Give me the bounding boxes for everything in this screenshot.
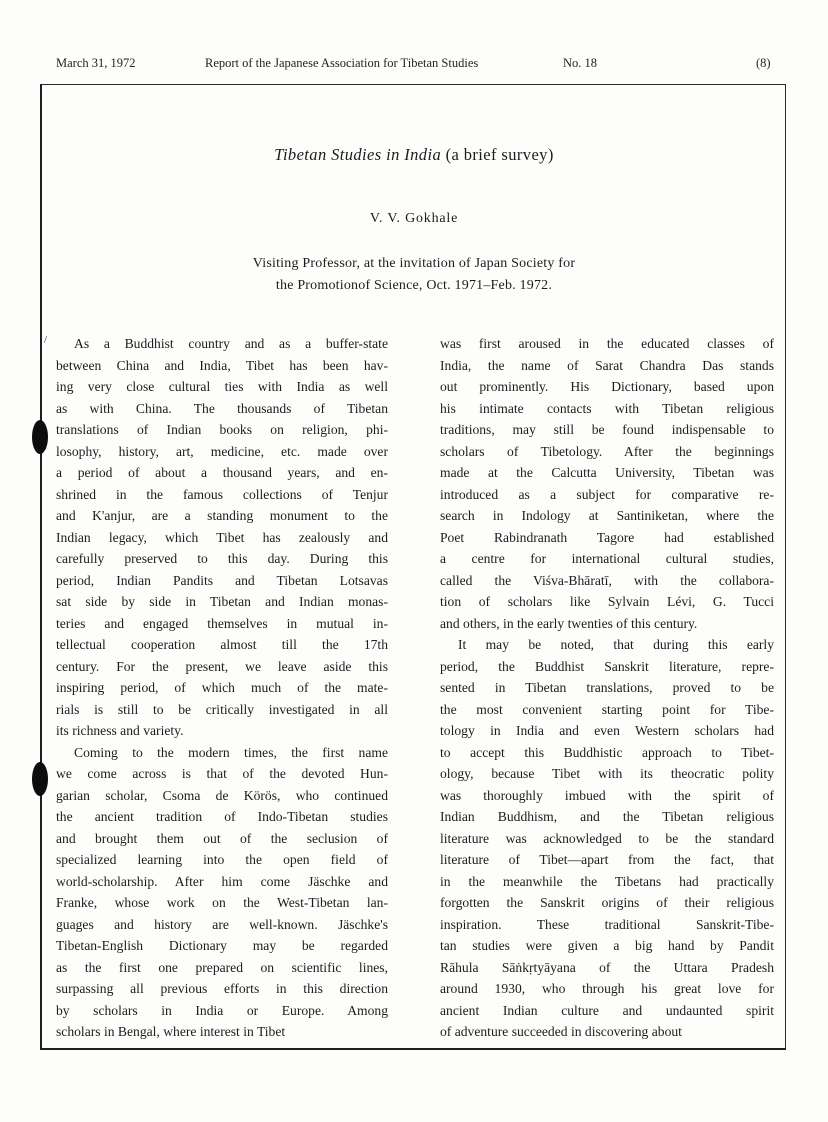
- text-line: of adventure succeeded in discovering about: [440, 1024, 682, 1039]
- issue-number: No. 18: [563, 56, 598, 70]
- text-line: the ancient tradition of Indo-Tibetan studies: [56, 809, 388, 824]
- text-line: by scholars in India or Europe. Among: [56, 1002, 388, 1018]
- text-line: rials is still to be critically investigated in all: [56, 701, 388, 717]
- text-line: scholars of Tibetology. After the beginnings: [440, 443, 774, 459]
- text-line: as with China. The thousands of Tibetan: [56, 400, 388, 416]
- text-line: Tibetan-English Dictionary may be regarded: [56, 938, 388, 953]
- binding-hole-bottom: [32, 762, 48, 796]
- author-name: V. V. Gokhale: [369, 211, 459, 226]
- text-line: As a Buddhist country and as a buffer-state: [74, 336, 388, 351]
- text-line: as the first one prepared on scientific lines,: [56, 959, 388, 975]
- text-line: made at the Calcutta University, Tibetan was: [440, 465, 774, 480]
- text-line: period, Indian Pandits and Tibetan Lotsavas: [56, 572, 388, 588]
- text-line: teries and engaged themselves in mutual in-: [56, 615, 388, 631]
- text-line: sat side by side in Tibetan and Indian monas-: [56, 594, 388, 609]
- text-line: a centre for international cultural studies,: [440, 551, 774, 566]
- text-line: between China and India, Tibet has been hav-: [56, 357, 388, 373]
- text-line: was first aroused in the educated classes of: [440, 336, 774, 351]
- text-line: India, the name of Sarat Chandra Das stands: [440, 357, 774, 373]
- title-subtitle: (a brief survey): [441, 145, 554, 164]
- text-line: introduced as a subject for comparative re-: [440, 486, 774, 502]
- text-line: and K'anjur, are a standing monument to the: [56, 508, 388, 523]
- text-line: garian scholar, Csoma de Körös, who continued: [56, 787, 388, 803]
- running-header: [56, 56, 776, 76]
- text-line: world-scholarship. After him come Jäschke and: [56, 873, 388, 889]
- text-line: and brought them out of the seclusion of: [56, 830, 388, 846]
- text-line: guages and history are well-known. Jäschke's: [56, 916, 388, 932]
- text-line: inspiring period, of which much of the mate-: [56, 680, 388, 695]
- text-line: century. For the present, we leave aside this: [56, 658, 388, 674]
- text-line: tology in India and even Western scholars had: [440, 723, 774, 738]
- text-line: a period of about a thousand years, and en-: [56, 465, 388, 480]
- text-line: literature of Tibet—apart from the fact, that: [440, 852, 774, 867]
- text-line: tion of scholars like Sylvain Lévi, G. Tucci: [440, 594, 774, 609]
- text-line: tellectual cooperation almost till the 17th: [56, 637, 388, 652]
- left-column: [56, 333, 388, 1043]
- text-line: traditions, may still be found indispensable to: [440, 422, 774, 437]
- text-line: sented in Tibetan translations, proved to be: [440, 680, 774, 695]
- text-line: we come across is that of the devoted Hun-: [56, 766, 388, 781]
- text-line: It may be noted, that during this early: [458, 637, 774, 652]
- text-line: his intimate contacts with Tibetan religious: [440, 400, 774, 416]
- text-line: search in Indology at Santiniketan, where the: [440, 508, 774, 523]
- text-line: shrined in the famous collections of Tenjur: [56, 486, 388, 502]
- text-line: ology, because Tibet with its theocratic polity: [440, 766, 774, 781]
- right-column: [440, 333, 774, 1043]
- text-line: Coming to the modern times, the first name: [74, 744, 388, 760]
- text-line: ancient Indian culture and undaunted spirit: [440, 1002, 774, 1018]
- text-line: was thoroughly imbued with the spirit of: [440, 787, 774, 803]
- affiliation-line-2: the Promotionof Science, Oct. 1971–Feb. 1972.: [275, 278, 553, 293]
- text-line: translations of Indian books on religion, phi-: [56, 422, 388, 437]
- article-title: [0, 145, 828, 165]
- text-line: Indian legacy, which Tibet has zealously and: [56, 529, 388, 545]
- report-title: Report of the Japanese Association for Tibetan Studies: [205, 56, 479, 70]
- affiliation-line-1: Visiting Professor, at the invitation of Japan Society for: [252, 256, 576, 271]
- text-line: ing very close cultural ties with India as well: [56, 379, 388, 394]
- text-line: around 1930, who through his great love for: [440, 981, 774, 996]
- title-italic: Tibetan Studies in India: [274, 145, 442, 164]
- text-line: losophy, history, art, medicine, etc. made over: [56, 443, 388, 459]
- text-line: literature was acknowledged to be the standard: [440, 830, 774, 846]
- text-line: in the meanwhile the Tibetans had practically: [440, 873, 774, 889]
- binding-hole-top: [32, 420, 48, 454]
- margin-mark: /: [44, 334, 48, 346]
- text-line: forgotten the Sanskrit origins of their religious: [440, 895, 774, 910]
- text-line: tan studies were given a big hand by Pandit: [440, 938, 774, 953]
- page-number: (8): [756, 56, 771, 70]
- text-line: carefully preserved to this day. During this: [56, 551, 388, 566]
- text-line: scholars in Bengal, where interest in Tibet: [56, 1024, 286, 1039]
- text-line: its richness and variety.: [56, 723, 184, 738]
- text-line: Indian Buddhism, and the Tibetan religious: [440, 809, 774, 824]
- text-line: out prominently. His Dictionary, based upon: [440, 379, 774, 394]
- text-line: and others, in the early twenties of this century.: [440, 615, 698, 631]
- text-line: inspiration. These traditional Sanskrit-Tibe-: [440, 916, 774, 932]
- text-line: Franke, whose work on the West-Tibetan lan-: [56, 895, 388, 910]
- text-line: to accept this Buddhistic approach to Tibet-: [440, 744, 774, 760]
- text-line: called the Viśva-Bhāratī, with the collabora-: [440, 572, 774, 588]
- text-line: the most convenient starting point for Tibe-: [440, 701, 774, 717]
- issue-date: March 31, 1972: [56, 56, 136, 70]
- text-line: period, the Buddhist Sanskrit literature, repre-: [440, 658, 774, 674]
- text-line: specialized learning into the open field of: [56, 852, 388, 867]
- text-line: Rāhula Sāṅkṛtyāyana of the Uttara Pradesh: [440, 959, 774, 975]
- text-line: surpassing all previous efforts in this direction: [56, 981, 388, 996]
- text-line: Poet Rabindranath Tagore had established: [440, 529, 774, 545]
